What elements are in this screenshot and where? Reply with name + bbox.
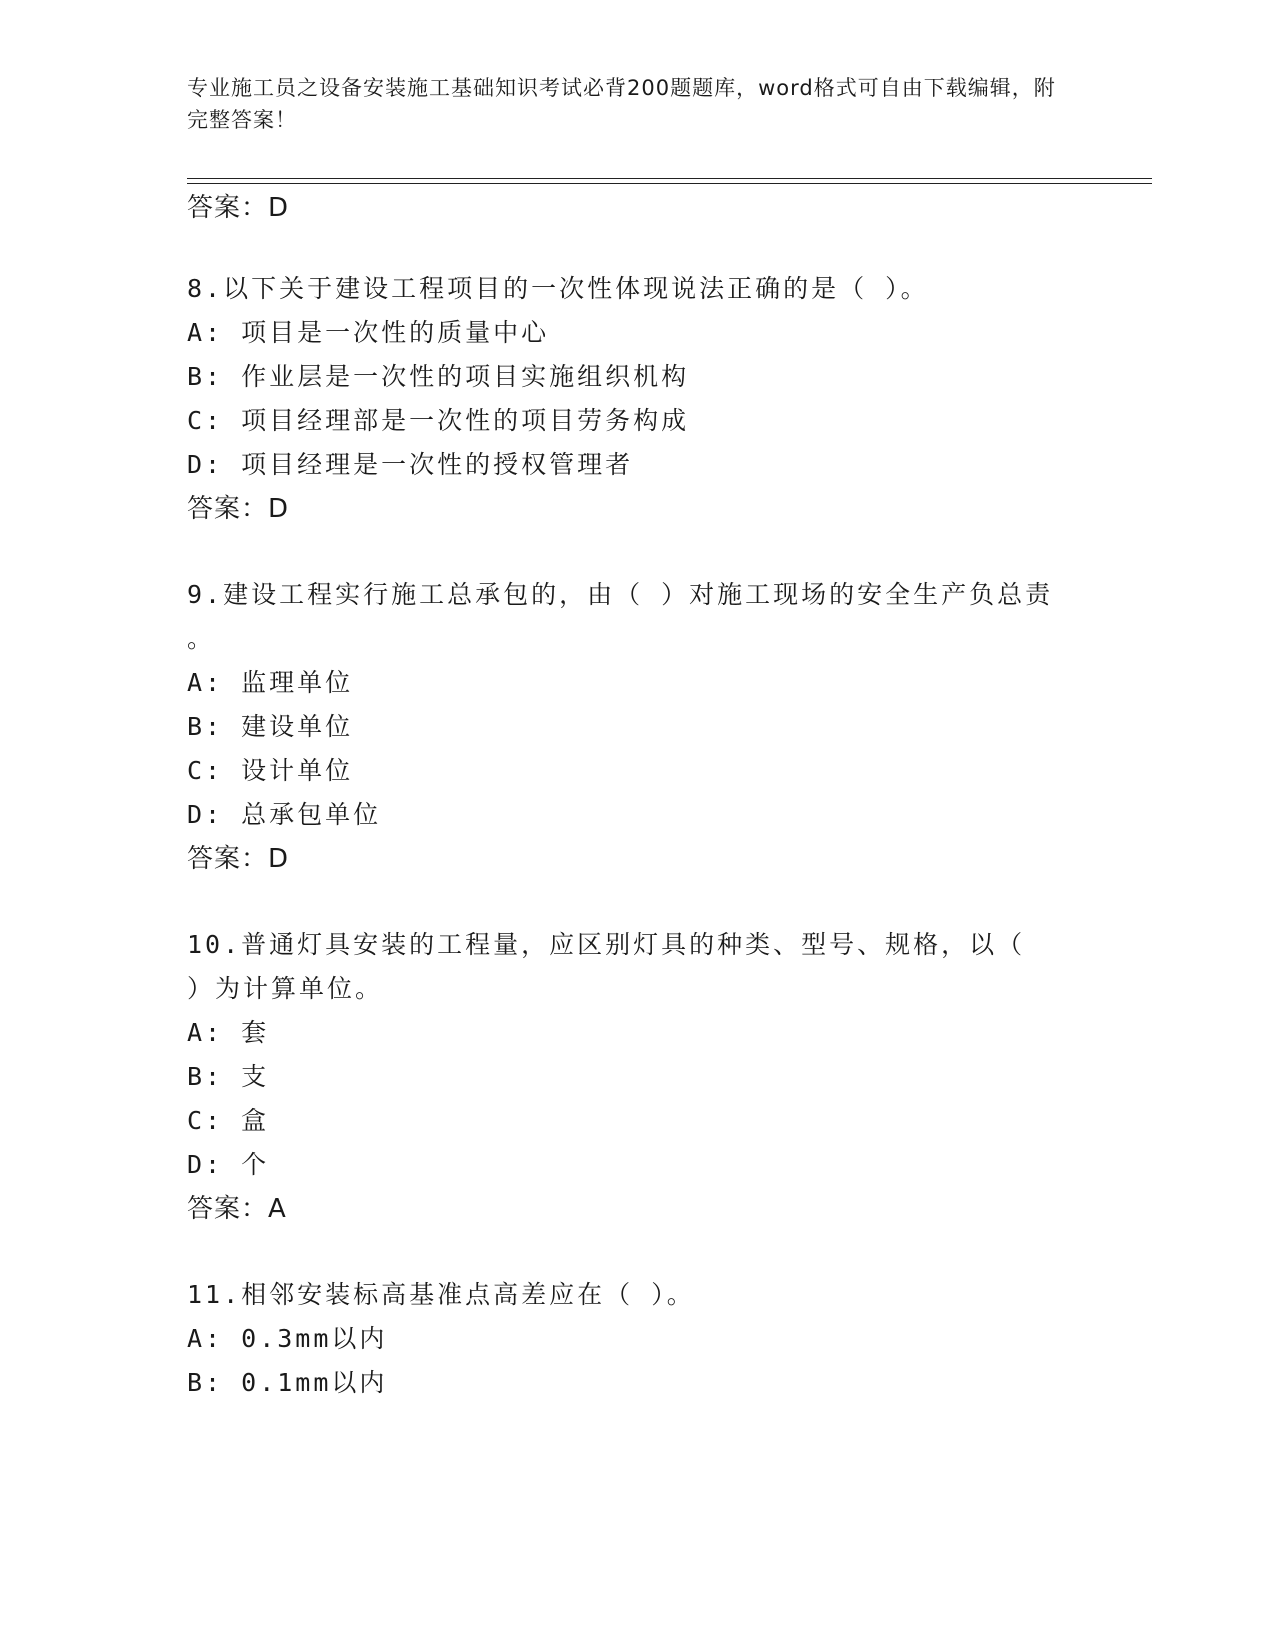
answer-9: 答案：D [187,844,290,874]
question-11-option-b: B: 0.1mm以内 [187,1368,388,1397]
question-9-option-d: D: 总承包单位 [187,800,382,829]
header-rule-bottom [187,183,1152,184]
question-9-option-b: B: 建设单位 [187,712,354,741]
question-11-stem: 11.相邻安装标高基准点高差应在（ ）。 [187,1280,695,1309]
question-9-stem-line1: 9.建设工程实行施工总承包的，由（ ）对施工现场的安全生产负总责 [187,580,1054,609]
question-10-stem-line1: 10.普通灯具安装的工程量，应区别灯具的种类、型号、规格，以（ [187,930,1026,959]
question-8-option-b: B: 作业层是一次性的项目实施组织机构 [187,362,690,391]
document-header: 专业施工员之设备安装施工基础知识考试必背200题题库，word格式可自由下载编辑，附完整答案！ [187,76,1056,132]
question-9-option-c: C: 设计单位 [187,756,354,785]
question-10-option-b: B: 支 [187,1062,270,1091]
question-10-option-a: A: 套 [187,1018,270,1047]
answer-8: 答案：D [187,494,290,524]
header-rule-top [187,178,1152,179]
answer-7: 答案：D [187,193,290,223]
question-8-stem: 8.以下关于建设工程项目的一次性体现说法正确的是（ ）。 [187,274,929,303]
question-11-option-a: A: 0.3mm以内 [187,1324,388,1353]
question-8-option-a: A: 项目是一次性的质量中心 [187,318,550,347]
question-10-option-d: D: 个 [187,1150,270,1179]
question-8-option-d: D: 项目经理是一次性的授权管理者 [187,450,634,479]
question-8-option-c: C: 项目经理部是一次性的项目劳务构成 [187,406,690,435]
question-9-stem-line2: 。 [187,624,216,653]
question-9-option-a: A: 监理单位 [187,668,354,697]
question-10-option-c: C: 盒 [187,1106,270,1135]
question-10-stem-line2: ）为计算单位。 [187,974,384,1003]
answer-10: 答案：A [187,1194,287,1224]
